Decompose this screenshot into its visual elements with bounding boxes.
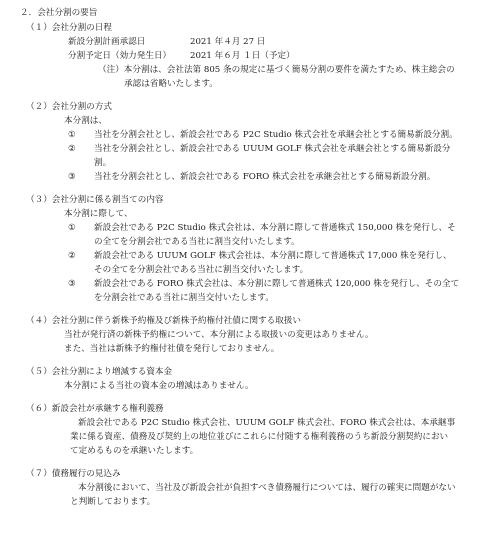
schedule-row-approval <box>20 35 470 49</box>
list-item <box>20 142 470 170</box>
section-method <box>20 100 470 184</box>
stock-options-line: 当社が発行済の新株予約権について、本分割による取扱いの変更はありません。 <box>64 330 374 340</box>
allotment-intro: 本分割に際して、 <box>64 209 133 219</box>
capital-text: 本分割による当社の資本金の増減はありません。 <box>64 381 254 391</box>
list-text: 新設会社である FORO 株式会社は、本分割に際して普通株式 120,000 株を発行し、その全てを分割会社である当社に割当交付いたします。 <box>94 279 460 303</box>
section-capital <box>20 365 470 393</box>
list-marker: ② <box>68 251 76 261</box>
main-heading: ２．会社分割の要旨 <box>20 8 98 18</box>
section-schedule <box>20 21 470 91</box>
section-stock-options <box>20 314 470 356</box>
list-item <box>20 128 470 142</box>
list-text: 当社を分割会社とし、新設会社である UUUM GOLF 株式会社を承継会社とする簡易新設分割。 <box>94 144 451 168</box>
schedule-value: 2021 年６月 １日（予定） <box>190 51 295 61</box>
list-item <box>20 277 470 305</box>
list-marker: ① <box>68 130 76 140</box>
section-allotment <box>20 193 470 305</box>
list-item <box>20 221 470 249</box>
section-title-rights: （６）新設会社が承継する権利義務 <box>26 404 164 414</box>
list-item <box>20 170 470 184</box>
schedule-value: 2021 年４月 27 日 <box>190 37 266 47</box>
list-marker: ② <box>68 144 76 154</box>
schedule-label: 分割予定日（効力発生日） <box>68 51 172 61</box>
schedule-note: （注）本分割は、会社法第 805 条の規定に基づく簡易分割の要件を満たすため、株主総会の承認は省略いたします。 <box>98 65 455 89</box>
section-title-debt: （７）債務履行の見込み <box>26 469 121 479</box>
list-marker: ① <box>68 223 76 233</box>
schedule-row-effective <box>20 49 470 63</box>
section-debt <box>20 467 470 509</box>
schedule-label: 新設分割計画承認日 <box>68 37 146 47</box>
list-marker: ③ <box>68 279 76 289</box>
rights-text: 新設会社である P2C Studio 株式会社、UUUM GOLF 株式会社、FORO 株式会社は、本承継事業に係る資産、債務及び契約上の地位並びにこれらに付随する権利義務のうち新設分割契約において定めるものを承継いたします。 <box>70 418 456 456</box>
section-title-capital: （５）会社分割により増減する資本金 <box>26 367 173 377</box>
section-title-allotment: （３）会社分割に係る割当ての内容 <box>26 195 164 205</box>
debt-text: 本分割後において、当社及び新設会社が負担すべき債務履行については、履行の確実に問題がないと判断しております。 <box>70 483 456 507</box>
list-text: 新設会社である UUUM GOLF 株式会社は、本分割に際して普通株式 17,000 株を発行し、その全てを分割会社である当社に割当交付いたします。 <box>94 251 452 275</box>
list-text: 当社を分割会社とし、新設会社である FORO 株式会社を承継会社とする簡易新設分割。 <box>94 172 436 182</box>
section-title-schedule: （１）会社分割の日程 <box>26 23 112 33</box>
list-marker: ③ <box>68 172 76 182</box>
note-wrapper <box>20 63 470 91</box>
list-text: 当社を分割会社とし、新設会社である P2C Studio 株式会社を承継会社とする簡易新設分割。 <box>94 130 458 140</box>
list-item <box>20 249 470 277</box>
section-title-method: （２）会社分割の方式 <box>26 102 112 112</box>
stock-options-line: また、当社は新株予約権付社債を発行しておりません。 <box>64 344 280 354</box>
method-intro: 本分割は、 <box>64 116 107 126</box>
list-text: 新設会社である P2C Studio 株式会社は、本分割に際して普通株式 150,000 株を発行し、その全てを分割会社である当社に割当交付いたします。 <box>94 223 456 247</box>
section-rights <box>20 402 470 458</box>
section-title-stock-options: （４）会社分割に伴う新株予約権及び新株予約権付社債に関する取扱い <box>26 316 302 326</box>
